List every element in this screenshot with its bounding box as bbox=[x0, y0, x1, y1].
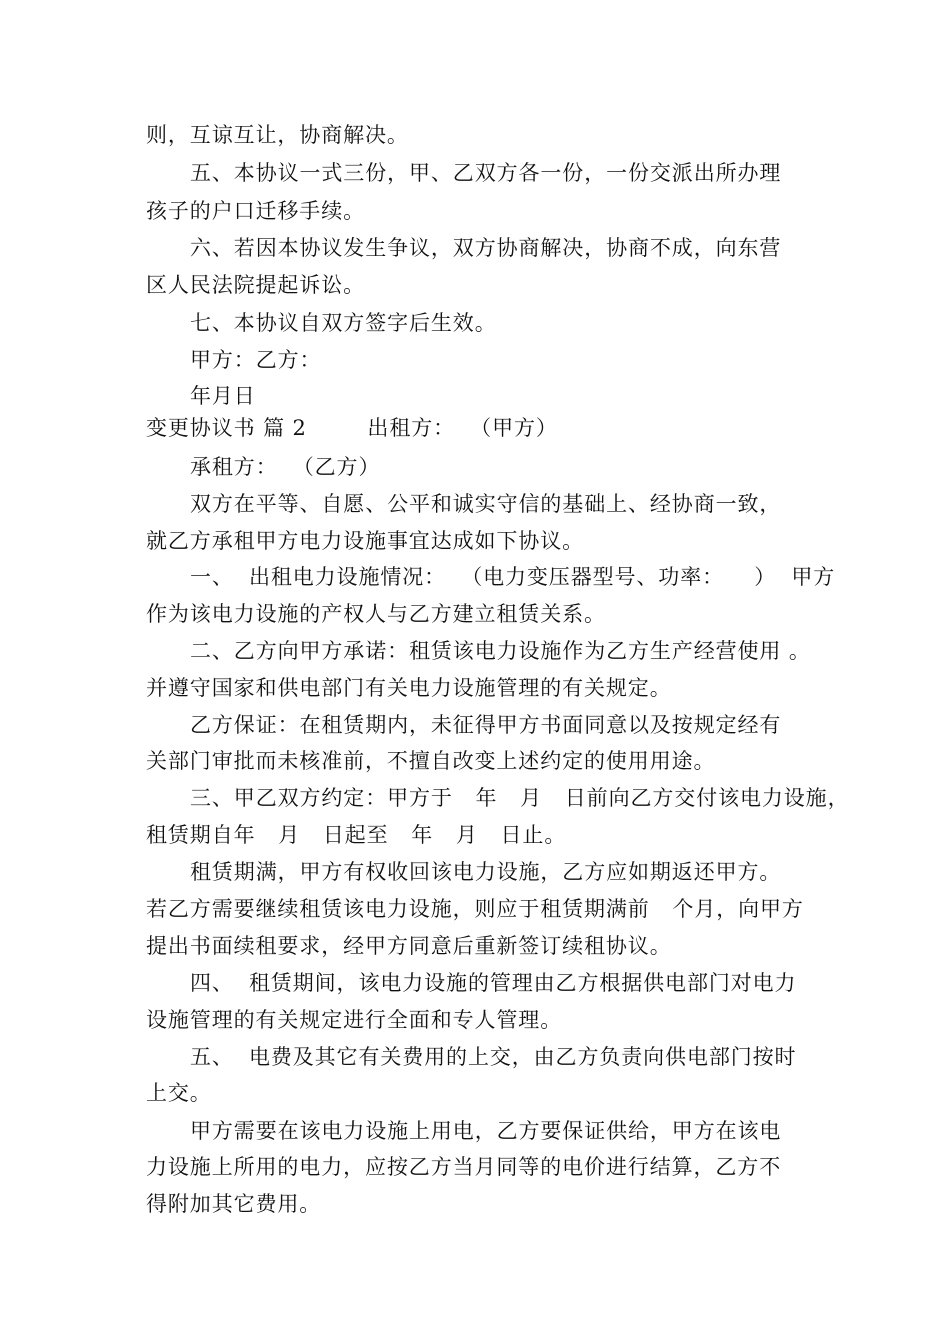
text-line: 甲方需要在该电力设施上用电，乙方要保证供给，甲方在该电 bbox=[190, 1119, 782, 1143]
text-line: 孩子的户口迁移手续。 bbox=[146, 199, 365, 223]
text-line: 五、 电费及其它有关费用的上交，由乙方负责向供电部门按时 bbox=[190, 1045, 797, 1069]
text-line: 七、本协议自双方签字后生效。 bbox=[190, 311, 497, 335]
text-line: 年月日 bbox=[190, 384, 256, 408]
text-line: 上交。 bbox=[146, 1081, 212, 1105]
text-line: 一、 出租电力设施情况： （电力变压器型号、功率： ） 甲方 bbox=[190, 565, 836, 589]
text-line: 力设施上所用的电力，应按乙方当月同等的电价进行结算，乙方不 bbox=[146, 1155, 782, 1179]
text-line: 六、若因本协议发生争议，双方协商解决，协商不成，向东营 bbox=[190, 236, 782, 260]
text-line: 五、本协议一式三份，甲、乙双方各一份，一份交派出所办理 bbox=[190, 161, 782, 185]
text-line: 二、乙方向甲方承诺：租赁该电力设施作为乙方生产经营使用 。 bbox=[190, 639, 811, 663]
text-line: 三、甲乙双方约定：甲方于 年 月 日前向乙方交付该电力设施， bbox=[190, 786, 850, 810]
text-line: 关部门审批而未核准前，不擅自改变上述约定的使用用途。 bbox=[146, 749, 716, 773]
text-line: 作为该电力设施的产权人与乙方建立租赁关系。 bbox=[146, 602, 606, 626]
text-line: 甲方：乙方： bbox=[190, 348, 322, 372]
text-line: 就乙方承租甲方电力设施事宜达成如下协议。 bbox=[146, 529, 584, 553]
text-line: 得附加其它费用。 bbox=[146, 1192, 322, 1216]
section-heading: 变更协议书 篇 2 出租方： （甲方） bbox=[146, 416, 558, 440]
text-line: 并遵守国家和供电部门有关电力设施管理的有关规定。 bbox=[146, 676, 672, 700]
text-line: 提出书面续租要求，经甲方同意后重新签订续租协议。 bbox=[146, 934, 672, 958]
text-line: 设施管理的有关规定进行全面和专人管理。 bbox=[146, 1008, 563, 1032]
text-line: 双方在平等、自愿、公平和诚实守信的基础上、经协商一致， bbox=[190, 492, 782, 516]
text-line: 租赁期满，甲方有权收回该电力设施，乙方应如期返还甲方。 bbox=[190, 860, 782, 884]
text-line: 区人民法院提起诉讼。 bbox=[146, 273, 365, 297]
text-line: 则，互谅互让，协商解决。 bbox=[146, 123, 409, 147]
text-line: 租赁期自年 月 日起至 年 月 日止。 bbox=[146, 823, 567, 847]
text-line: 若乙方需要继续租赁该电力设施，则应于租赁期满前 个月，向甲方 bbox=[146, 897, 804, 921]
text-line: 承租方： （乙方） bbox=[190, 455, 381, 479]
text-line: 乙方保证：在租赁期内，未征得甲方书面同意以及按规定经有 bbox=[190, 713, 782, 737]
text-line: 四、 租赁期间，该电力设施的管理由乙方根据供电部门对电力 bbox=[190, 971, 797, 995]
